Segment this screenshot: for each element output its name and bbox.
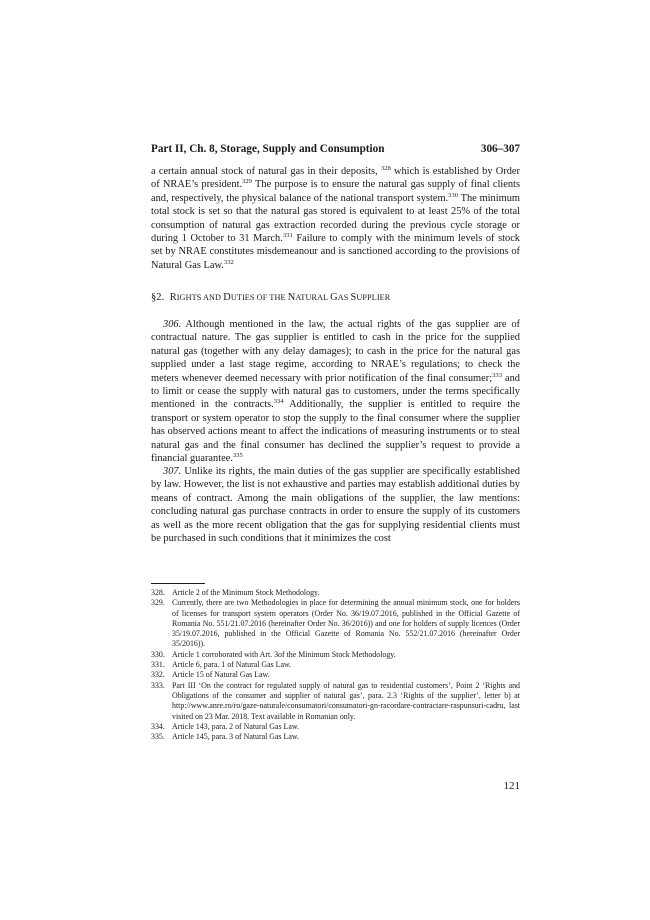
footnote-ref-335[interactable]: 335 — [232, 452, 243, 460]
document-page — [151, 0, 520, 920]
paragraph-307 — [151, 465, 520, 545]
section-title: RIGHTS AND DUTIES OF THE NATURAL GAS SUPPLIER — [169, 292, 391, 303]
footnote-331 — [151, 660, 520, 670]
text-run: which is established by Order of NRAE’s president. — [151, 166, 520, 191]
footnote-number: 329. — [151, 598, 165, 608]
footnote-ref-329[interactable]: 329 — [242, 178, 252, 186]
footnote-ref-333[interactable]: 333 — [492, 371, 502, 379]
footnote-number: 330. — [151, 649, 165, 659]
footnote-334 — [151, 722, 520, 732]
section-number: §2. — [151, 292, 165, 303]
footnote-number: 331. — [151, 660, 165, 670]
text-run: Although mentioned in the law, the actual rights of the gas supplier are of contractual nature. The gas supplier is entitled to cash in the price for the supplied natural gas (together with any delay damages); to cash in the price for the natural gas supplied under a last stage regime, according to NRAE’s regulations; to check the meters whenever deemed necessary with prior notification of the final consumer; — [151, 319, 520, 384]
footnote-text: Article 145, para. 3 of Natural Gas Law. — [172, 732, 300, 742]
paragraph-306 — [151, 318, 520, 465]
text-run: and to limit or cease the supply with natural gas to customers, under the terms specifically mentioned in the contracts. — [151, 372, 520, 411]
text-run: The purpose is to ensure the natural gas supply of final clients and, respectively, the physical balance of the national transport system. — [151, 179, 520, 204]
text-run: a certain annual stock of natural gas in their deposits, — [151, 166, 378, 177]
footnote-number: 335. — [151, 732, 165, 742]
footnote-ref-334[interactable]: 334 — [273, 398, 284, 406]
footnote-number: 328. — [151, 588, 165, 597]
footnote-number: 332. — [151, 670, 165, 680]
footnote-text: Article 15 of Natural Gas Law. — [172, 670, 270, 680]
footnote-329 — [151, 598, 520, 649]
text-run: Failure to comply with the minimum levels of stock set by NRAE constitutes misdemeanour and is sanctioned according to the provisions of Natural Gas Law. — [151, 233, 521, 271]
footnote-divider — [151, 583, 205, 584]
footnote-ref-331[interactable]: 331 — [282, 232, 293, 240]
text-run: Additionally, the supplier is entitled to require the transport or system operator to stop the supply to the final consumer where the supplier has observed actions meant to affect the indications of measuring instruments or to steal natural gas and the final consumer has declined the supplier’s request to provide a financial guarantee. — [151, 399, 520, 465]
footnote-335 — [151, 732, 520, 742]
section-heading — [151, 292, 520, 303]
paragraph-number: 306. — [163, 319, 182, 330]
text-run: Unlike its rights, the main duties of the gas supplier are specifically established by law. However, the list is not exhaustive and parties may establish additional duties by means of contract. Among the main obligations of the supplier, the law mentions: concluding natural gas purchase contracts in order to ensure the supply of its customers as well as the more recent obligation that the gas for supplying residential clients must be purchased in such conditions that it minimizes the cost — [151, 466, 520, 545]
footnote-text: Article 143, para. 2 of Natural Gas Law. — [172, 721, 300, 731]
footnote-ref-332[interactable]: 332 — [223, 258, 234, 266]
footnote-330 — [151, 650, 520, 660]
footnote-332 — [151, 670, 520, 680]
running-header-title: Part II, Ch. 8, Storage, Supply and Consumption — [151, 143, 385, 155]
footnote-333 — [151, 681, 520, 722]
footnote-text: Article 2 of the Minimum Stock Methodology. — [172, 588, 320, 597]
footnote-text[interactable]: Part III ‘On the contract for regulated supply of natural gas to residential customers’, Point 2 ‘Rights and Obligations of the consumer and supplier of natural gas’, para. 2.3 ‘Rights of the supplier’, letter b) at http://www.anre.ro/ro/gaze-naturale/consumatori/consumatori-gn-racordare-contractare-raspunsuri-cadru, last visited on 23 Mar. 2018. Text available in Romanian only. — [172, 680, 520, 721]
footnote-text: Article 6, para. 1 of Natural Gas Law. — [172, 660, 292, 670]
footnote-text: Currently, there are two Methodologies in place for determining the annual minimum stock, one for holders of licenses for transport system operators (Order No. 36/19.07.2016, published in the Official Gazette of Romania No. 551/21.07.2016 (hereinafter Order No. 36/2016)) and one for holders of supply licences (Order 35/19.07.2016, published in the Official Gazette of Romania No. 552/21.07.2016 (hereinafter Order 35/2016)). — [172, 598, 520, 649]
footnote-number: 333. — [151, 680, 165, 690]
footnote-number: 334. — [151, 721, 165, 731]
running-header — [151, 143, 520, 159]
footnote-text: Article 1 corroborated with Art. 3of the Minimum Stock Methodology. — [172, 649, 396, 659]
page-number: 121 — [503, 780, 520, 792]
text-run: The minimum total stock is set so that the natural gas stored is equivalent to at least 25% of the total consumption of natural gas extraction recorded during the previous cycle storage or during 1 October to 31 March. — [151, 192, 520, 245]
footnote-328 — [151, 588, 520, 598]
continued-paragraph — [151, 165, 520, 272]
footnotes-list — [151, 588, 520, 742]
paragraph-number: 307. — [163, 466, 182, 477]
footnote-ref-330[interactable]: 330 — [448, 191, 459, 199]
running-header-paragraph-range: 306–307 — [480, 143, 520, 155]
footnote-ref-328[interactable]: 328 — [380, 165, 391, 172]
